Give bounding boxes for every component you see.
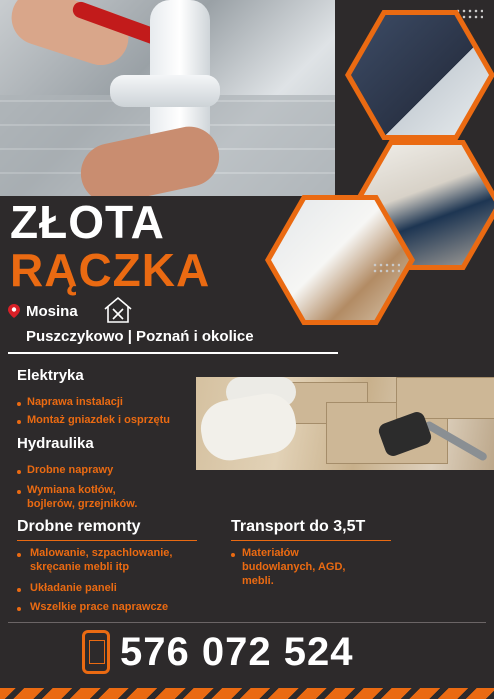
title-line-1: ZŁOTA: [10, 196, 165, 248]
flooring-photo: [196, 377, 494, 470]
title-line-2: RĄCZKA: [10, 244, 211, 296]
list-item: Materiałów: [242, 547, 299, 559]
section-underline: [231, 540, 391, 541]
bullet: [17, 553, 21, 557]
list-item-continued: budowlanych, AGD,: [242, 561, 346, 573]
location-city: Mosina: [26, 303, 78, 320]
house-tools-icon: [102, 296, 134, 324]
bullet: [17, 490, 21, 494]
bullet: [17, 402, 21, 406]
phone-number[interactable]: 576 072 524: [120, 630, 354, 674]
hazard-stripes: [0, 684, 494, 699]
phone-icon: [82, 630, 110, 674]
bullet: [17, 470, 21, 474]
divider-bottom: [8, 622, 486, 623]
list-item-continued: skręcanie mebli itp: [30, 561, 130, 573]
bullet: [17, 588, 21, 592]
map-pin-icon: [8, 304, 20, 318]
list-item: Montaż gniazdek i osprzętu: [27, 414, 171, 426]
section-title-transport: Transport do 3,5T: [231, 518, 366, 535]
section-title-remonty: Drobne remonty: [17, 518, 141, 535]
list-item-continued: mebli.: [242, 575, 274, 587]
section-title-hydraulika: Hydraulika: [17, 435, 94, 452]
bullet: [17, 420, 21, 424]
list-item: Układanie paneli: [30, 582, 117, 594]
decorative-dots-2: [372, 262, 400, 274]
electrician-photo: [345, 10, 494, 140]
plumbing-photo: [0, 0, 335, 196]
list-item: Naprawa instalacji: [27, 396, 123, 408]
list-item: Wszelkie prace naprawcze: [30, 601, 169, 613]
list-item-continued: bojlerów, grzejników.: [27, 498, 138, 510]
divider: [8, 352, 338, 354]
list-item: Wymiana kotłów,: [27, 484, 116, 496]
bullet: [231, 553, 235, 557]
section-underline: [17, 540, 197, 541]
list-item: Malowanie, szpachlowanie,: [30, 547, 173, 559]
section-title-elektryka: Elektryka: [17, 367, 84, 384]
location-areas: Puszczykowo | Poznań i okolice: [26, 328, 254, 345]
list-item: Drobne naprawy: [27, 464, 114, 476]
bullet: [17, 607, 21, 611]
